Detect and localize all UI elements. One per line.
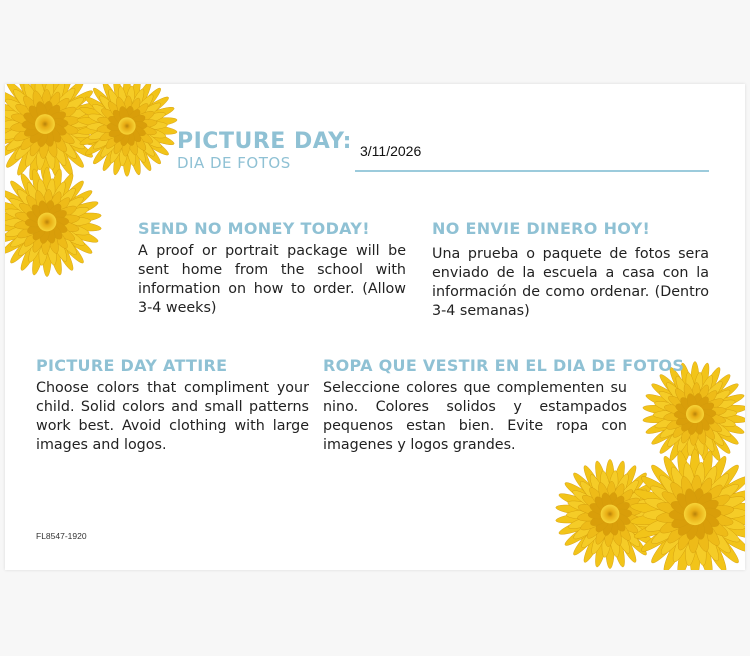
date-value[interactable]: 3/11/2026: [360, 143, 422, 159]
send-no-money-text: A proof or portrait package will be sent home from the school with information on how to order. (Allow 3-4 weeks): [138, 243, 406, 316]
attire-heading: PICTURE DAY ATTIRE: [36, 356, 228, 375]
flower-bottom-right-3: [630, 449, 745, 570]
ropa-text: Seleccione colores que complementen su nino. Colores solidos y estampados pequenos estan bien. Evite ropa con imagenes y logos grandes.: [323, 380, 627, 453]
flower-top-left-2: [76, 84, 177, 176]
attire-text: Choose colors that compliment your child. Solid colors and small patterns work best. Avoid clothing with large images and logos.: [36, 380, 309, 453]
page-subtitle: DIA DE FOTOS: [177, 154, 291, 172]
send-no-money-heading: SEND NO MONEY TODAY!: [138, 219, 370, 238]
flower-top-left-3: [5, 167, 102, 276]
date-field[interactable]: [355, 140, 709, 172]
picture-day-card: [5, 84, 745, 570]
ropa-heading: ROPA QUE VESTIR EN EL DIA DE FOTOS: [323, 356, 685, 375]
form-code: FL8547-1920: [36, 531, 87, 541]
page-title: PICTURE DAY:: [177, 129, 352, 154]
no-envie-dinero-text: Una prueba o paquete de fotos sera enviado de la escuela a casa con la información de como ordenar. (Dentro 3-4 semanas): [432, 246, 709, 319]
no-envie-dinero-heading: NO ENVIE DINERO HOY!: [432, 219, 651, 238]
